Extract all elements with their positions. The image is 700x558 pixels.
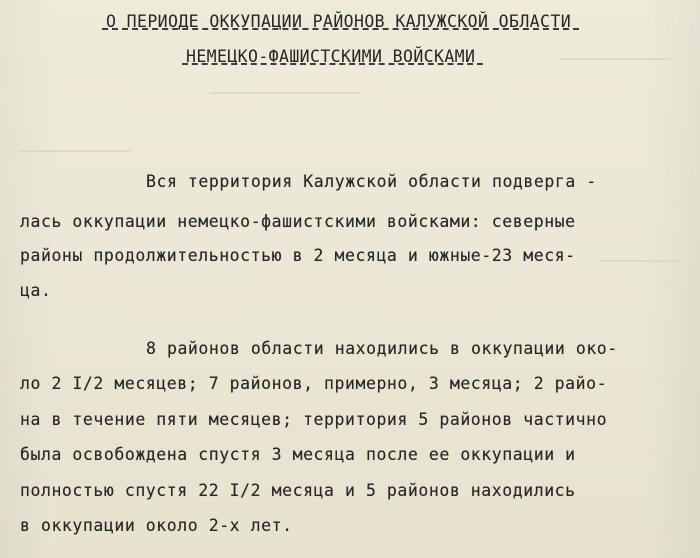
paragraph-1-line: ца. <box>20 281 52 300</box>
paragraph-2-line: ло 2 I/2 месяцев; 7 районов, примерно, 3 месяца; 2 райо- <box>20 374 608 393</box>
paragraph-2-line: в оккупации около 2-х лет. <box>20 516 293 535</box>
document-title-text: О ПЕРИОДЕ ОККУПАЦИИ РАЙОНОВ КАЛУЖСКОЙ ОБЛАСТИ <box>106 12 572 31</box>
document-title-text: НЕМЕЦКО-ФАШИСТСКИМИ ВОЙСКАМИ <box>186 47 476 66</box>
title-underline <box>182 63 483 65</box>
document-title-line-1 <box>106 12 571 31</box>
paragraph-2-line: на в течение пяти месяцев; территория 5 районов частично <box>20 410 608 429</box>
bleed-through-mark <box>600 260 680 322</box>
bleed-through-mark <box>560 58 670 70</box>
title-underline <box>102 28 579 30</box>
bleed-through-mark <box>210 92 360 134</box>
paragraph-1-line: Вся территория Калужской области подверга - <box>146 172 597 191</box>
paragraph-1-line: районы продолжительностью в 2 месяца и южные-23 меся- <box>20 246 576 265</box>
bleed-through-mark <box>20 150 130 160</box>
paragraph-1-line: лась оккупации немецко-фашистскими войсками: северные <box>20 212 576 231</box>
document-title-line-2 <box>186 47 475 66</box>
paragraph-2-line: была освобождена спустя 3 месяца после ее оккупации и <box>20 445 576 464</box>
paragraph-2-line: 8 районов области находились в оккупации око- <box>146 339 618 358</box>
paragraph-2-line: полностью спустя 22 I/2 месяца и 5 районов находились <box>20 481 576 500</box>
